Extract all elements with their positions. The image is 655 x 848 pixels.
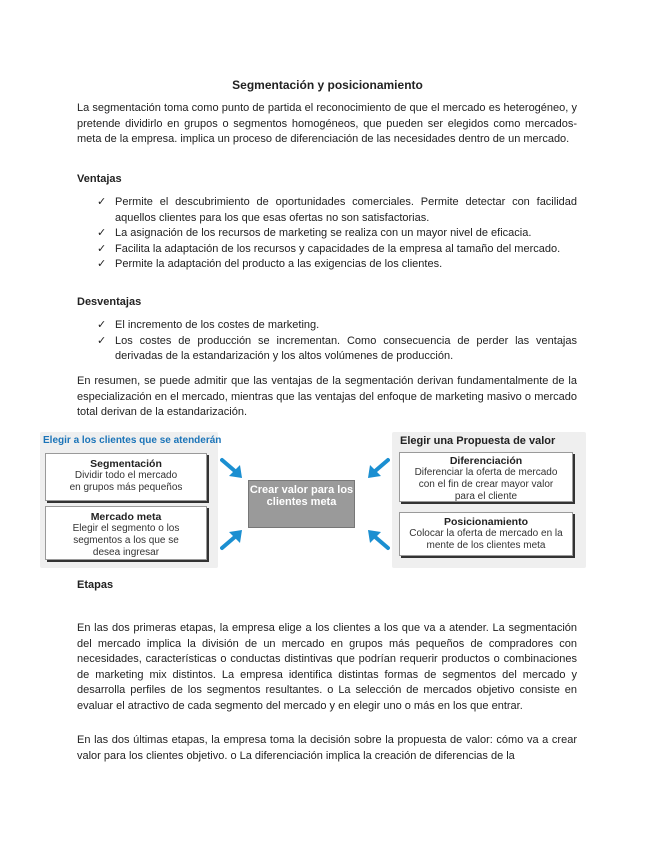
list-item: ✓ Permite el descubrimiento de oportunidades comerciales. Permite detectar con facilidad aquellos clientes para los que esas ofertas no son satisfactorias. [97,196,577,224]
ventajas-heading: Ventajas [77,173,122,185]
segmentation-diagram [40,432,586,568]
list-item: ✓ Permite la adaptación del producto a las exigencias de los clientes. [95,257,577,273]
right-panel [392,432,586,568]
etapas-heading: Etapas [77,579,114,591]
card-title: Segmentación [90,458,162,470]
checkmark-icon: ✓ [97,319,107,331]
list-item: ✓ La asignación de los recursos de marketing se realiza con un mayor nivel de eficacia. [95,226,577,242]
checkmark-icon: ✓ [97,334,107,347]
card-text: Colocar la oferta de mercado en la mente de los clientes meta [409,528,563,551]
left-panel-title: Elegir a los clientes que se atenderán [43,435,222,446]
card-title: Mercado meta [90,511,162,523]
arrow-up-right-icon [220,524,248,552]
arrow-down-right-icon [220,456,248,484]
desventajas-list [95,318,577,365]
arrow-up-left-icon [362,524,390,552]
checkmark-icon: ✓ [97,227,107,239]
etapas-paragraph-2: En las dos últimas etapas, la empresa toma la decisión sobre la propuesta de valor: cómo va a crear valor para los clientes objetivo. o La diferenciación implica la creación de diferencias de la [77,734,577,762]
ventajas-list [95,195,577,273]
page-title: Segmentación y posicionamiento [232,78,423,92]
list-item: ✓ Facilita la adaptación de los recursos y capacidades de la empresa al tamaño del mercado. [95,242,577,258]
checkmark-icon: ✓ [97,196,107,208]
right-panel-title: Elegir una Propuesta de valor [400,435,556,447]
etapas-paragraph-1: En las dos primeras etapas, la empresa elige a los clientes a los que va a atender. La segmentación del mercado implica la división de un mercado en grupos más pequeños de compradores con necesidades, características o conductas distintivas que podrían requerir productos o combinaciones de marketing mix distintos. La empresa identifica distintas formas de segmentos del mercado y desarrolla perfiles de los segmentos resultantes. o La selección de mercados objetivo consiste en evaluar el atractivo de cada segmento del mercado y en elegir uno o más en los que entrar. [77,622,577,712]
card-title: Posicionamiento [443,516,528,528]
list-item: ✓ El incremento de los costes de marketing. [95,318,577,334]
desventajas-heading: Desventajas [77,296,142,308]
list-item: ✓ Los costes de producción se incrementan. Como consecuencia de perder las ventajas derivadas de la estandarización y los altos volúmenes de producción. [97,334,577,362]
card-text: Dividir todo el mercado en grupos más pequeños [69,470,183,493]
target-market-card [45,506,207,560]
arrow-down-left-icon [362,456,390,484]
intro-paragraph: La segmentación toma como punto de partida el reconocimiento de que el mercado es heterogéneo, y pretende dividirlo en grupos o segmentos homogéneos, que pueden ser elegidos como mercados-meta de la empresa. implica un proceso de diferenciación de las necesidades dentro de un mercado. [77,102,577,145]
card-text: Diferenciar la oferta de mercado con el fin de crear mayor valor para el cliente [414,467,558,502]
checkmark-icon: ✓ [97,258,107,270]
resumen-paragraph: En resumen, se puede admitir que las ventajas de la segmentación derivan fundamentalmente de la especialización en el mercado, mientras que las ventajas del enfoque de marketing masivo o mercado total derivan de la estandarización. [77,375,577,418]
checkmark-icon: ✓ [97,242,107,255]
center-value-box: Crear valor para los clientes meta [248,480,355,528]
card-title: Diferenciación [449,455,523,467]
positioning-card [399,512,573,556]
differentiation-card [399,452,573,502]
segmentation-card [45,453,207,501]
left-panel [40,432,222,568]
card-text: Elegir el segmento o los segmentos a los que se desea ingresar [72,523,180,558]
